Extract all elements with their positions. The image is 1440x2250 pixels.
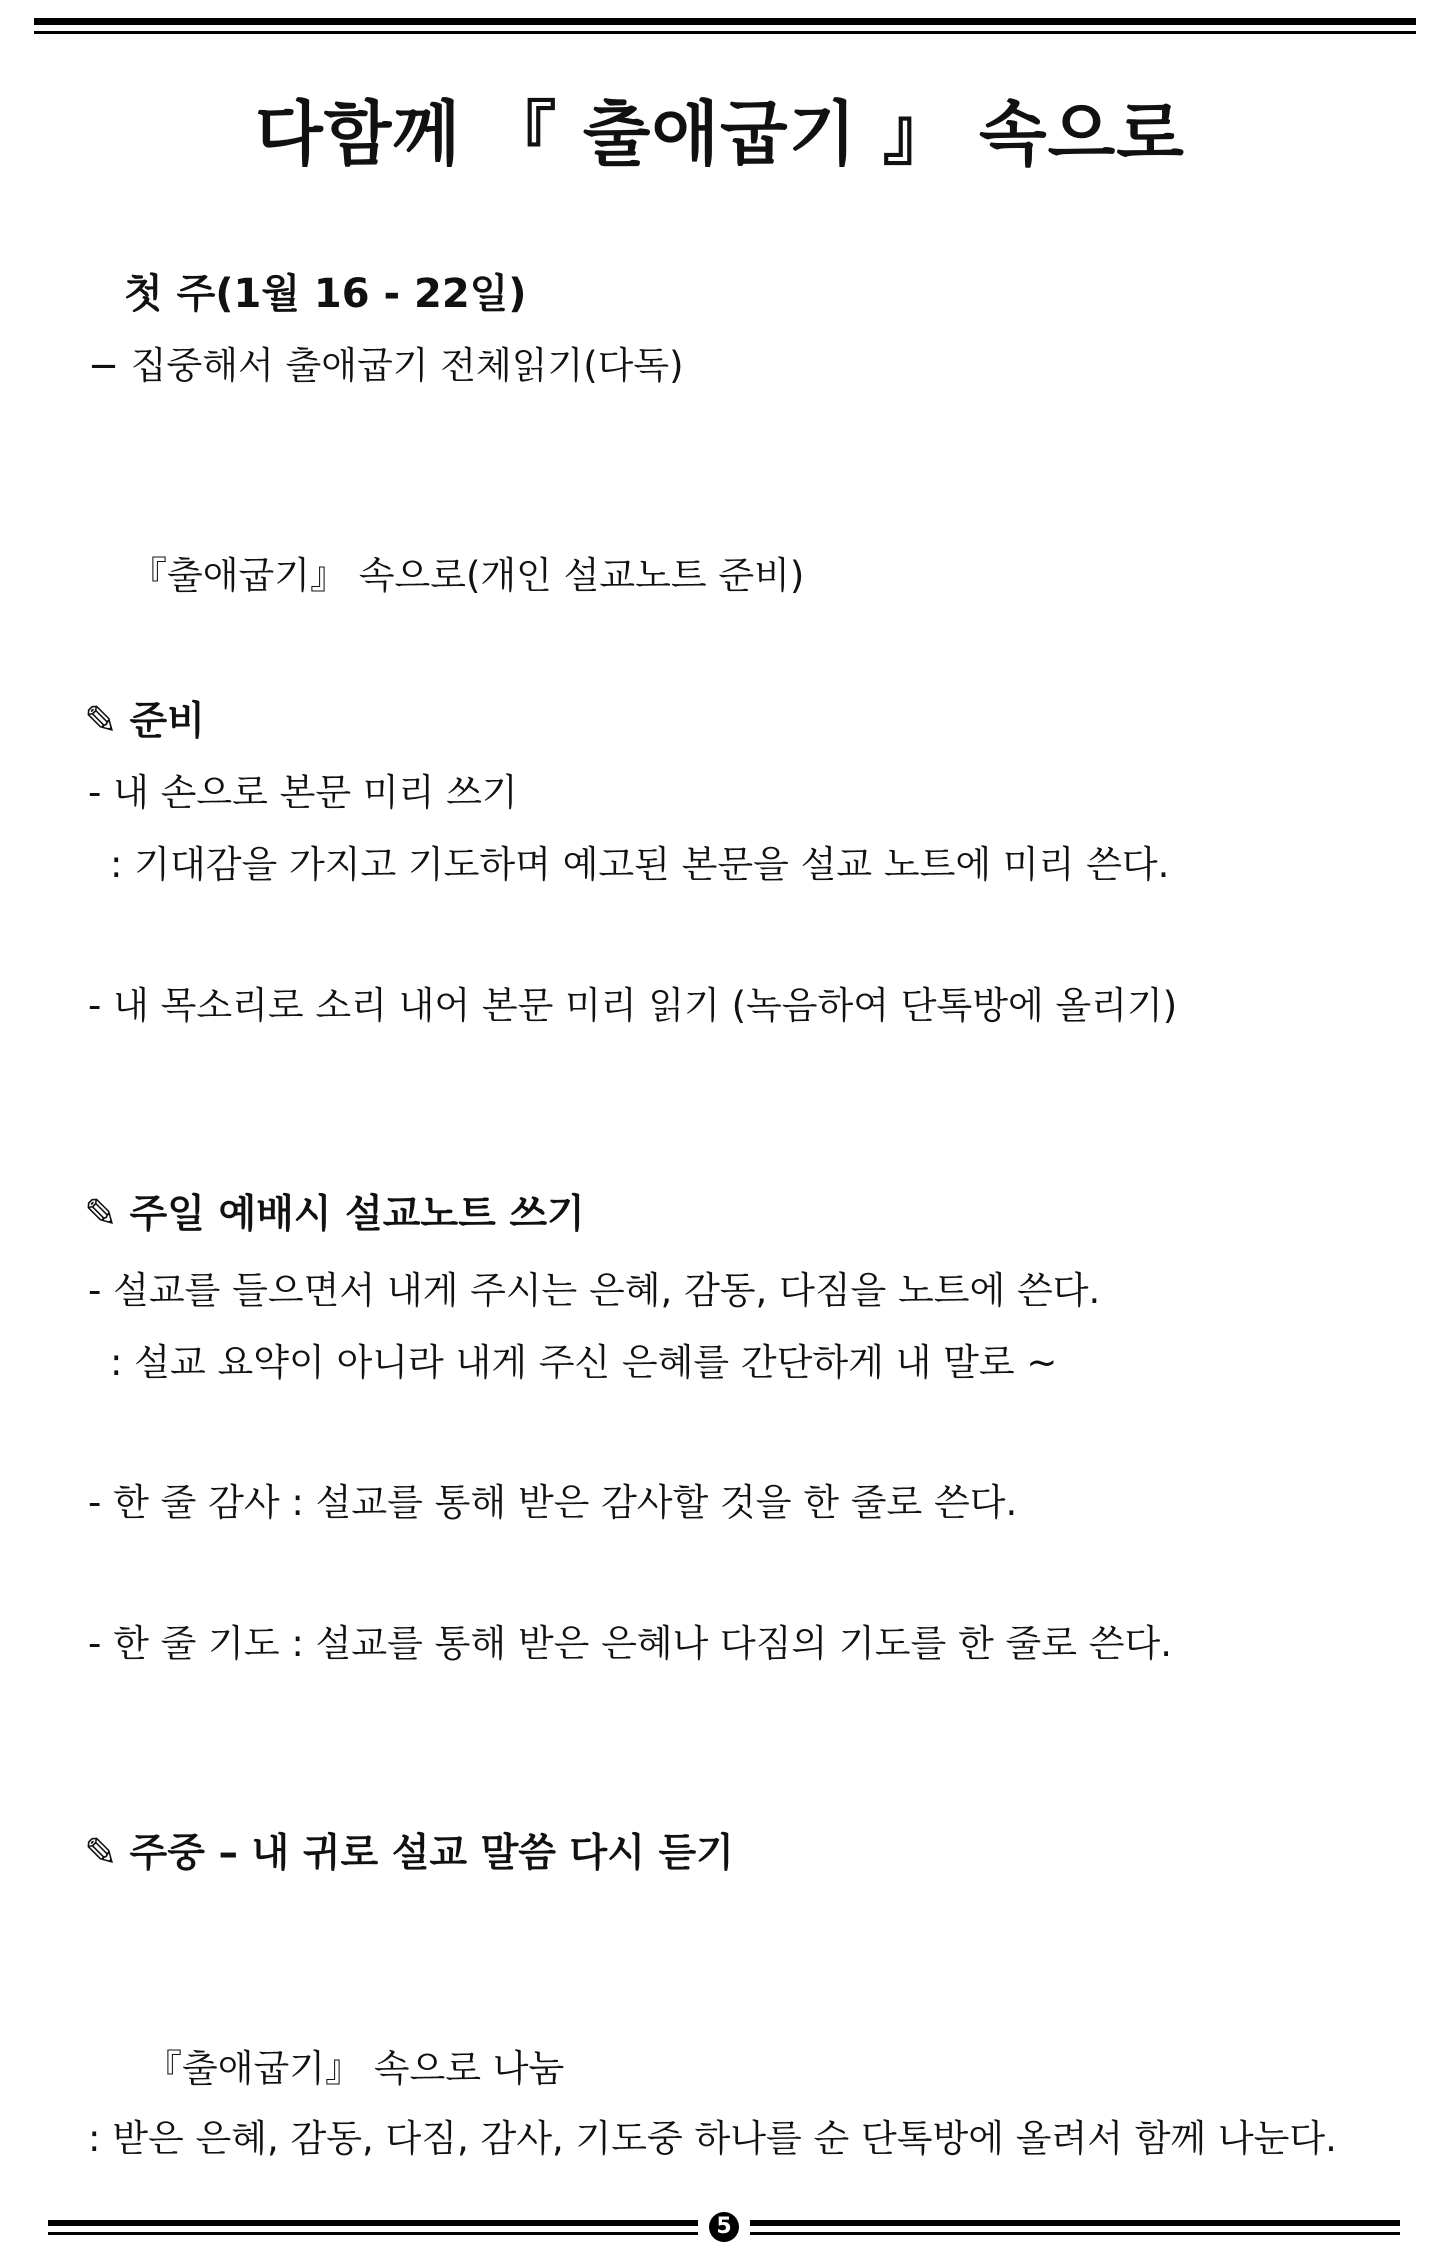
prep-heading: [84, 690, 205, 746]
prep-heading-label: 준비: [129, 699, 205, 744]
pencil-icon: ✎: [84, 1830, 118, 1876]
sunday-line: - 설교를 들으면서 내게 주시는 은혜, 감동, 다짐을 노트에 쓴다.: [88, 1269, 1101, 1312]
sunday-line: - 한 줄 기도 : 설교를 통해 받은 은혜나 다짐의 기도를 한 줄로 쓴다.: [88, 1622, 1173, 1665]
personal-heading: 『출애굽기』 속으로(개인 설교노트 준비): [130, 554, 805, 597]
page-title: 다함께 『 출애굽기 』 속으로: [255, 93, 1185, 175]
share-line: : 받은 은혜, 감동, 다짐, 감사, 기도중 하나를 순 단톡방에 올려서 함께 나눈다.: [88, 2117, 1337, 2160]
sunday-line: : 설교 요약이 아니라 내게 주신 은혜를 간단하게 내 말로 ~: [110, 1341, 1058, 1384]
sunday-heading-label: 주일 예배시 설교노트 쓰기: [129, 1192, 585, 1237]
midweek-heading: [84, 1822, 734, 1878]
week-heading: 첫 주(1월 16 - 22일): [124, 271, 527, 317]
sunday-line: - 한 줄 감사 : 설교를 통해 받은 감사할 것을 한 줄로 쓴다.: [88, 1481, 1018, 1524]
footer: [48, 2214, 1400, 2244]
share-heading: 『출애굽기』 속으로 나눔: [145, 2047, 565, 2090]
pencil-icon: ✎: [84, 698, 118, 744]
page-number: 5: [709, 2212, 739, 2242]
prep-line: - 내 손으로 본문 미리 쓰기: [88, 771, 518, 814]
week-item: − 집중해서 출애굽기 전체읽기(다독): [88, 344, 684, 387]
sunday-heading: [84, 1183, 585, 1239]
midweek-heading-label: 주중 – 내 귀로 설교 말씀 다시 듣기: [129, 1831, 734, 1876]
prep-line: - 내 목소리로 소리 내어 본문 미리 읽기 (녹음하여 단톡방에 올리기): [88, 984, 1178, 1027]
pencil-icon: ✎: [84, 1191, 118, 1237]
footer-rule-right: [750, 2220, 1400, 2235]
footer-rule-left: [48, 2220, 698, 2235]
top-rule: [34, 18, 1416, 34]
prep-line: : 기대감을 가지고 기도하며 예고된 본문을 설교 노트에 미리 쓴다.: [110, 843, 1170, 886]
